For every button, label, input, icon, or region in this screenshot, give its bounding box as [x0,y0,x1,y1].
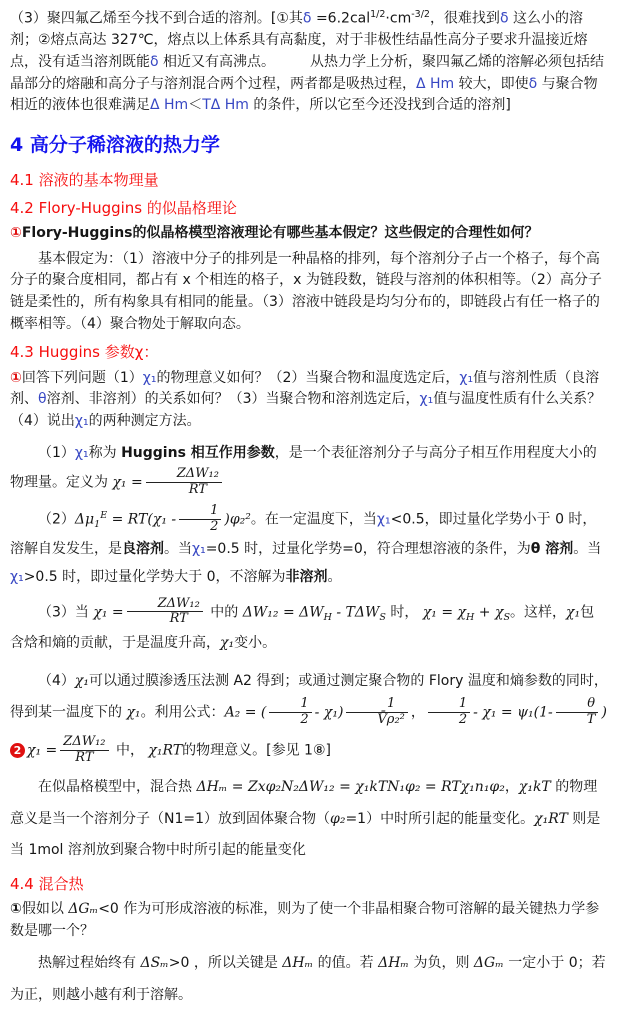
text-run: 则是当 1mol 溶剂放到聚合物中时所引起的能量变化 [10,810,601,859]
text-run: ， [504,779,519,796]
numerator: ZΔW₁₂ [146,467,222,483]
text-run: =1）中时所引起的能量变化。 [345,810,535,827]
text-run: 。这样， [509,603,566,620]
text-run: 假如以 [21,901,69,918]
text-run: 。 [327,568,342,585]
math-run: χ₁ [74,672,90,689]
denominator: 2 [210,518,219,534]
text-run: 较大，即使 [454,75,529,92]
subsection-heading-44: 4.4 混合热 [10,874,84,893]
math-run: χ₁ = [112,474,143,491]
chi1-symbol: χ₁ [192,540,206,557]
numerator: ZΔW₁₂ [127,597,203,613]
text-run: 在似晶格模型中，混合热 [38,779,197,796]
subsection-heading-43: 4.3 Huggins 参数χ： [10,343,159,362]
text-run: 值与温度性质有什么关系？（4）说出 [10,391,602,430]
numerator: 1 [179,504,221,520]
math-run: χ₁kT [518,779,551,796]
fraction [146,467,222,498]
text-run: 值与溶剂性质（良溶剂、 [10,369,600,408]
subscript: 1 [94,518,101,530]
bold-run: Flory-Huggins的似晶格模型 [21,225,217,242]
text-run: 包含焓和熵的贡献，于是温度升高， [10,603,595,652]
delta-hm-symbol: Δ Hm [150,97,189,114]
math-run: ΔGₘ [473,955,504,972]
text-run: 中， [111,742,149,759]
math-run: φ₂ [330,810,346,827]
text-run: 的物理意义。[参见 1⑧] [182,742,331,759]
denominator: T [586,712,596,728]
text-run: 的条件，所以它至今还没找到合适的溶剂] [248,97,511,114]
answer-4 [10,948,608,1011]
text-run: 的物理意义是当一个溶剂分子（N1=1）放到固体聚合物（ [10,779,598,827]
text-run: （4） [38,672,75,689]
text-run: 溶剂、非溶剂）的关系如何？（3）当聚合物和溶剂选定后， [46,391,420,408]
math-run: = RT(χ₁ - [107,511,177,528]
bold-run: 非溶剂 [285,568,328,585]
bold-run: 溶液理论有哪些基本假定？这些假定的合理性如何？ [216,225,539,242]
numerator: 1 [346,697,407,713]
text-run: 可以通过膜渗透压法测 A2 得到；或通过测定聚合物的 Flory 温度和熵参数的同时，得到某一温度下的 [10,672,608,721]
text-run: ，是一个表征溶剂分子与高分子相互作用程度大小的物理量。定义为 [10,444,597,491]
text-run: 的物理意义如何？（2）当聚合物和温度选定后， [156,369,460,386]
math-run: ΔW₁₂ = ΔW [242,603,324,620]
math-run: χ₁ [220,635,235,652]
text-run: 一定小于 0；若为正，则越小越有利于溶解。 [10,955,606,1003]
chi1-symbol: χ₁ [10,568,24,585]
delta-symbol: δ [528,75,538,92]
theta-symbol: θ [38,391,47,408]
text-run: >0.5 时，即过量化学势大于 0，不溶解为 [23,568,286,585]
numerator: 1 [428,697,470,713]
math-run: ΔHₘ [282,955,314,972]
text-run: <0.5，即过量化学势小于 0 时，溶解自发发生，是 [10,511,597,557]
answer-3 [10,772,608,867]
text-run: （3）当 [38,603,94,620]
subscript: H [323,611,332,623]
answer-2-2 [10,504,608,591]
text-run: 的两种测定方法。 [88,413,201,430]
t-delta-hm-symbol: TΔ Hm [202,97,249,114]
math-run: χ₁ = [27,742,58,759]
numerator: ZΔW₁₂ [60,735,108,751]
text-run: （1） [38,444,75,461]
math-run: χ₁ [565,603,581,620]
math-run: - χ₁) [314,704,344,721]
math-run: A₂ = ( [224,704,267,721]
math-run: - χ₁ = ψ₁(1- [473,704,553,721]
text-run: 。在一定温度下，当 [250,511,377,528]
superscript: E [100,509,108,521]
answer-2-3 [10,597,608,660]
text-run: 回答下列问题（1） [21,369,143,386]
text-run: >0 ，所以关键是 [168,955,283,972]
text-run: ， [410,704,425,721]
text-run: 的值。若 [313,955,379,972]
delta-hm-symbol: Δ Hm [416,75,455,92]
text-run: 热解过程始终有 [38,955,141,972]
text-run: 称为 [88,444,122,461]
text-run: =6.2cal [311,10,371,27]
chapter-heading: 4 高分子稀溶液的热力学 [10,134,220,157]
text-run: （3）聚四氟乙烯至今找不到合适的溶剂。[①其 [10,10,303,27]
math-run: χ₁ [126,704,141,721]
fraction [179,504,221,535]
text-run: 与聚合物相近的液体也很难满足 [10,75,598,114]
fraction [127,597,203,628]
delta-symbol: δ [150,54,159,71]
fraction [346,697,407,728]
question-1 [10,223,608,245]
math-run: ΔHₘ = Zxφ₂N₂ΔW₁₂ = χ₁kTN₁φ₂ = RTχ₁n₁φ₂ [196,779,505,796]
text-run: =0.5 时，过量化学势=0，符合理想溶液的条件，为 [205,540,531,557]
math-run: χ₁RT [148,742,183,759]
answer-1: 基本假定为：（1）溶液中分子的排列是一种晶格的排列，每个溶剂分子占一个格子，每个高分子的聚合度相同，都占有 x 个相连的格子，x 为链段数，链段与溶剂的体积相等。（2）高分子链是柔性的，所有构象具有相同的能量。（3）溶液中链段是均匀分布的，即链段占有任一格子的概率相等。（4）聚合物处于解取向态。 [10,250,602,332]
question-2 [10,368,608,433]
math-run: ΔHₘ [378,955,410,972]
circled-1-marker: ① [10,901,22,918]
chi1-symbol: χ₁ [74,444,89,461]
text-run: 。当 [573,540,602,557]
math-run: ΔGₘ [68,901,99,918]
math-run: ΔSₘ [140,955,169,972]
denominator: RT [75,750,94,766]
text-run: 。当 [164,540,192,557]
subsection-heading-41: 4.1 溶液的基本物理量 [10,170,159,189]
text-run: 相近又有高沸点。 从热力学上分析，聚四氟乙烯的溶解必须包括结晶部分的熔融和高分子与溶剂混合两个过程，两者都是吸热过程， [10,54,605,92]
subsection-heading-42: 4.2 Flory-Huggins 的似晶格理论 [10,198,237,217]
circled-1-marker: ① [10,369,22,386]
fraction [428,697,470,728]
text-run: 这么小的溶剂；②熔点高达 327℃，熔点以上体系具有高黏度，对于非极性结晶性高分子要求升温接近熔点，没有适当溶剂既能 [10,10,588,71]
text-run: 变小。 [234,635,277,652]
bold-run: Huggins 相互作用参数 [121,444,275,461]
text-run: 中的 [205,603,243,620]
question-3 [10,735,608,766]
math-run: - TΔW [331,603,380,620]
math-run: χ₁ = [93,603,124,620]
circled-1-marker: ① [10,225,22,242]
question-4 [10,899,608,942]
fraction [556,697,599,728]
fraction [60,735,108,766]
numerator: θ [556,697,599,713]
denominator: 2 [458,712,468,728]
denominator: 2 [300,712,309,728]
bold-run: 良溶剂 [122,540,164,557]
delta-symbol: δ [499,10,509,27]
math-run: + χ [474,603,504,620]
denominator: RT [188,481,207,497]
math-run: χ₁RT [534,810,568,827]
text-run: 为负，则 [409,955,474,972]
delta-symbol: δ [302,10,312,27]
answer-2-4 [10,666,608,729]
chi1-symbol: χ₁ [376,511,391,528]
superscript: 1/2 [370,9,386,20]
circled-2-marker: 2 [10,743,25,758]
text-run: （2） [38,511,75,528]
numerator: 1 [269,697,311,713]
superscript: -3/2 [411,9,430,20]
text-run: 时， [385,603,423,620]
answer-2-1 [10,439,608,498]
chi1-symbol: χ₁ [142,369,157,386]
chi1-symbol: χ₁ [419,391,434,408]
text-run: ，很难找到 [429,10,500,27]
math-run: )φ₂² [224,511,251,528]
text-run: ＜ [188,97,203,114]
chi1-symbol: χ₁ [74,413,89,430]
chi1-symbol: χ₁ [459,369,474,386]
denominator: V̄ρ₂² [377,712,405,728]
fraction [269,697,311,728]
bold-run: θ 溶剂 [530,540,574,557]
math-run: χ₁ = χ [422,603,467,620]
text-run: <0 作为可形成溶液的标准，则为了使一个非晶相聚合物可溶解的最关键热力学参数是哪一个？ [10,901,600,939]
text-run: ·cm [385,10,412,27]
math-run: Δμ [74,511,95,528]
subscript: S [503,611,510,623]
text-run: 。利用公式： [140,704,225,721]
intro-paragraph [10,8,608,117]
subscript: H [466,611,475,623]
subscript: S [379,611,386,623]
denominator: RT [169,611,188,627]
math-run: ) [601,704,607,721]
